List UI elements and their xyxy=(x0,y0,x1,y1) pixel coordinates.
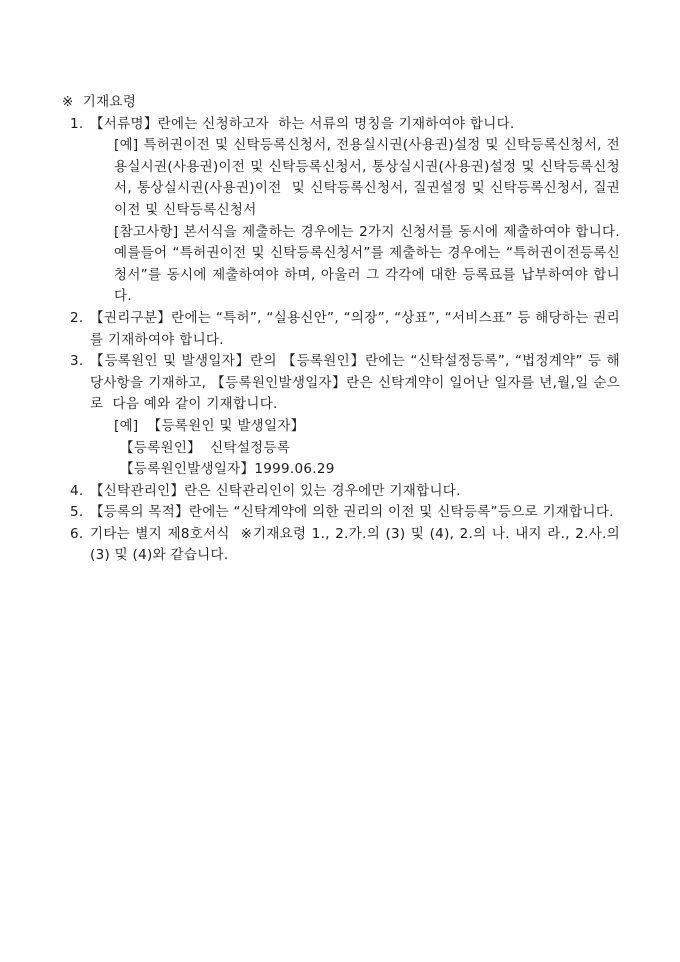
reference-note-paragraph: [참고사항] 본서식을 제출하는 경우에는 2가지 신청서를 동시에 제출하여야 합니다. 예를들어 “특허권이전 및 신탁등록신청서”를 제출하는 경우에는 “특허권이전등록신청서”를 동시에 제출하여야 하며, 아울러 그 각각에 대한 등록료를 납부하여야 합니다. xyxy=(114,223,625,305)
section-heading: ※ 기재요령 xyxy=(62,94,137,110)
instruction-item-2 xyxy=(62,308,620,351)
item-body xyxy=(90,524,625,567)
instructions-section xyxy=(62,92,625,567)
item-number: 4. xyxy=(70,482,84,499)
example-paragraph: [예] 특허권이전 및 신탁등록신청서, 전용실시권(사용권)설정 및 신탁등록신청서, 전용실시권(사용권)이전 및 신탁등록신청서, 통상실시권(사용권)설정 및 신탁등록신청서, 통상실시권(사용권)이전 및 신탁등록신청서, 질권설정 및 신탁등록신청서, 질권이전 및 신탁등록신청서 xyxy=(114,137,620,218)
item-text: 【서류명】란에는 신청하고자 하는 서류의 명칭을 기재하여야 합니다. xyxy=(90,115,515,132)
item-text: 【권리구분】란에는 “특허”, “실용신안”, “의장”, “상표”, “서비스표” 등 해당하는 권리를 기재하여야 합니다. xyxy=(90,309,620,348)
instruction-item-1 xyxy=(62,114,625,308)
example-line: 【등록원인】 신탁설정등록 xyxy=(120,439,291,456)
instruction-item-5 xyxy=(62,502,620,524)
item-body xyxy=(90,114,625,308)
item-body xyxy=(90,351,620,481)
instruction-item-6 xyxy=(62,524,625,567)
example-line: [예] 【등록원인 및 발생일자】 xyxy=(114,417,305,434)
item-number: 3. xyxy=(70,353,84,370)
instruction-item-3 xyxy=(62,351,620,481)
item-body xyxy=(90,481,620,503)
item-number: 5. xyxy=(70,504,84,521)
item-body xyxy=(90,308,620,351)
item-number: 1. xyxy=(70,115,84,132)
example-line: 【등록원인발생일자】1999.06.29 xyxy=(120,461,335,478)
item-number: 6. xyxy=(70,525,84,542)
item-body xyxy=(90,502,620,524)
item-text: 【신탁관리인】란은 신탁관리인이 있는 경우에만 기재합니다. xyxy=(90,482,461,499)
item-number: 2. xyxy=(70,309,84,326)
instruction-item-4 xyxy=(62,481,620,503)
item-text: 【등록원인 및 발생일자】란의 【등록원인】란에는 “신탁설정등록”, “법정계약” 등 해당사항을 기재하고, 【등록원인발생일자】란은 신탁계약이 일어난 일자를 년,월,일 순으로 다음 예와 같이 기재합니다. xyxy=(90,353,620,413)
item-text: 【등록의 목적】란에는 “신탁계약에 의한 권리의 이전 및 신탁등록”등으로 기재합니다. xyxy=(90,504,614,521)
item-text: 기타는 별지 제8호서식 ※기재요령 1., 2.가.의 (3) 및 (4), 2.의 나. 내지 라., 2.사.의 (3) 및 (4)와 같습니다. xyxy=(90,525,625,564)
